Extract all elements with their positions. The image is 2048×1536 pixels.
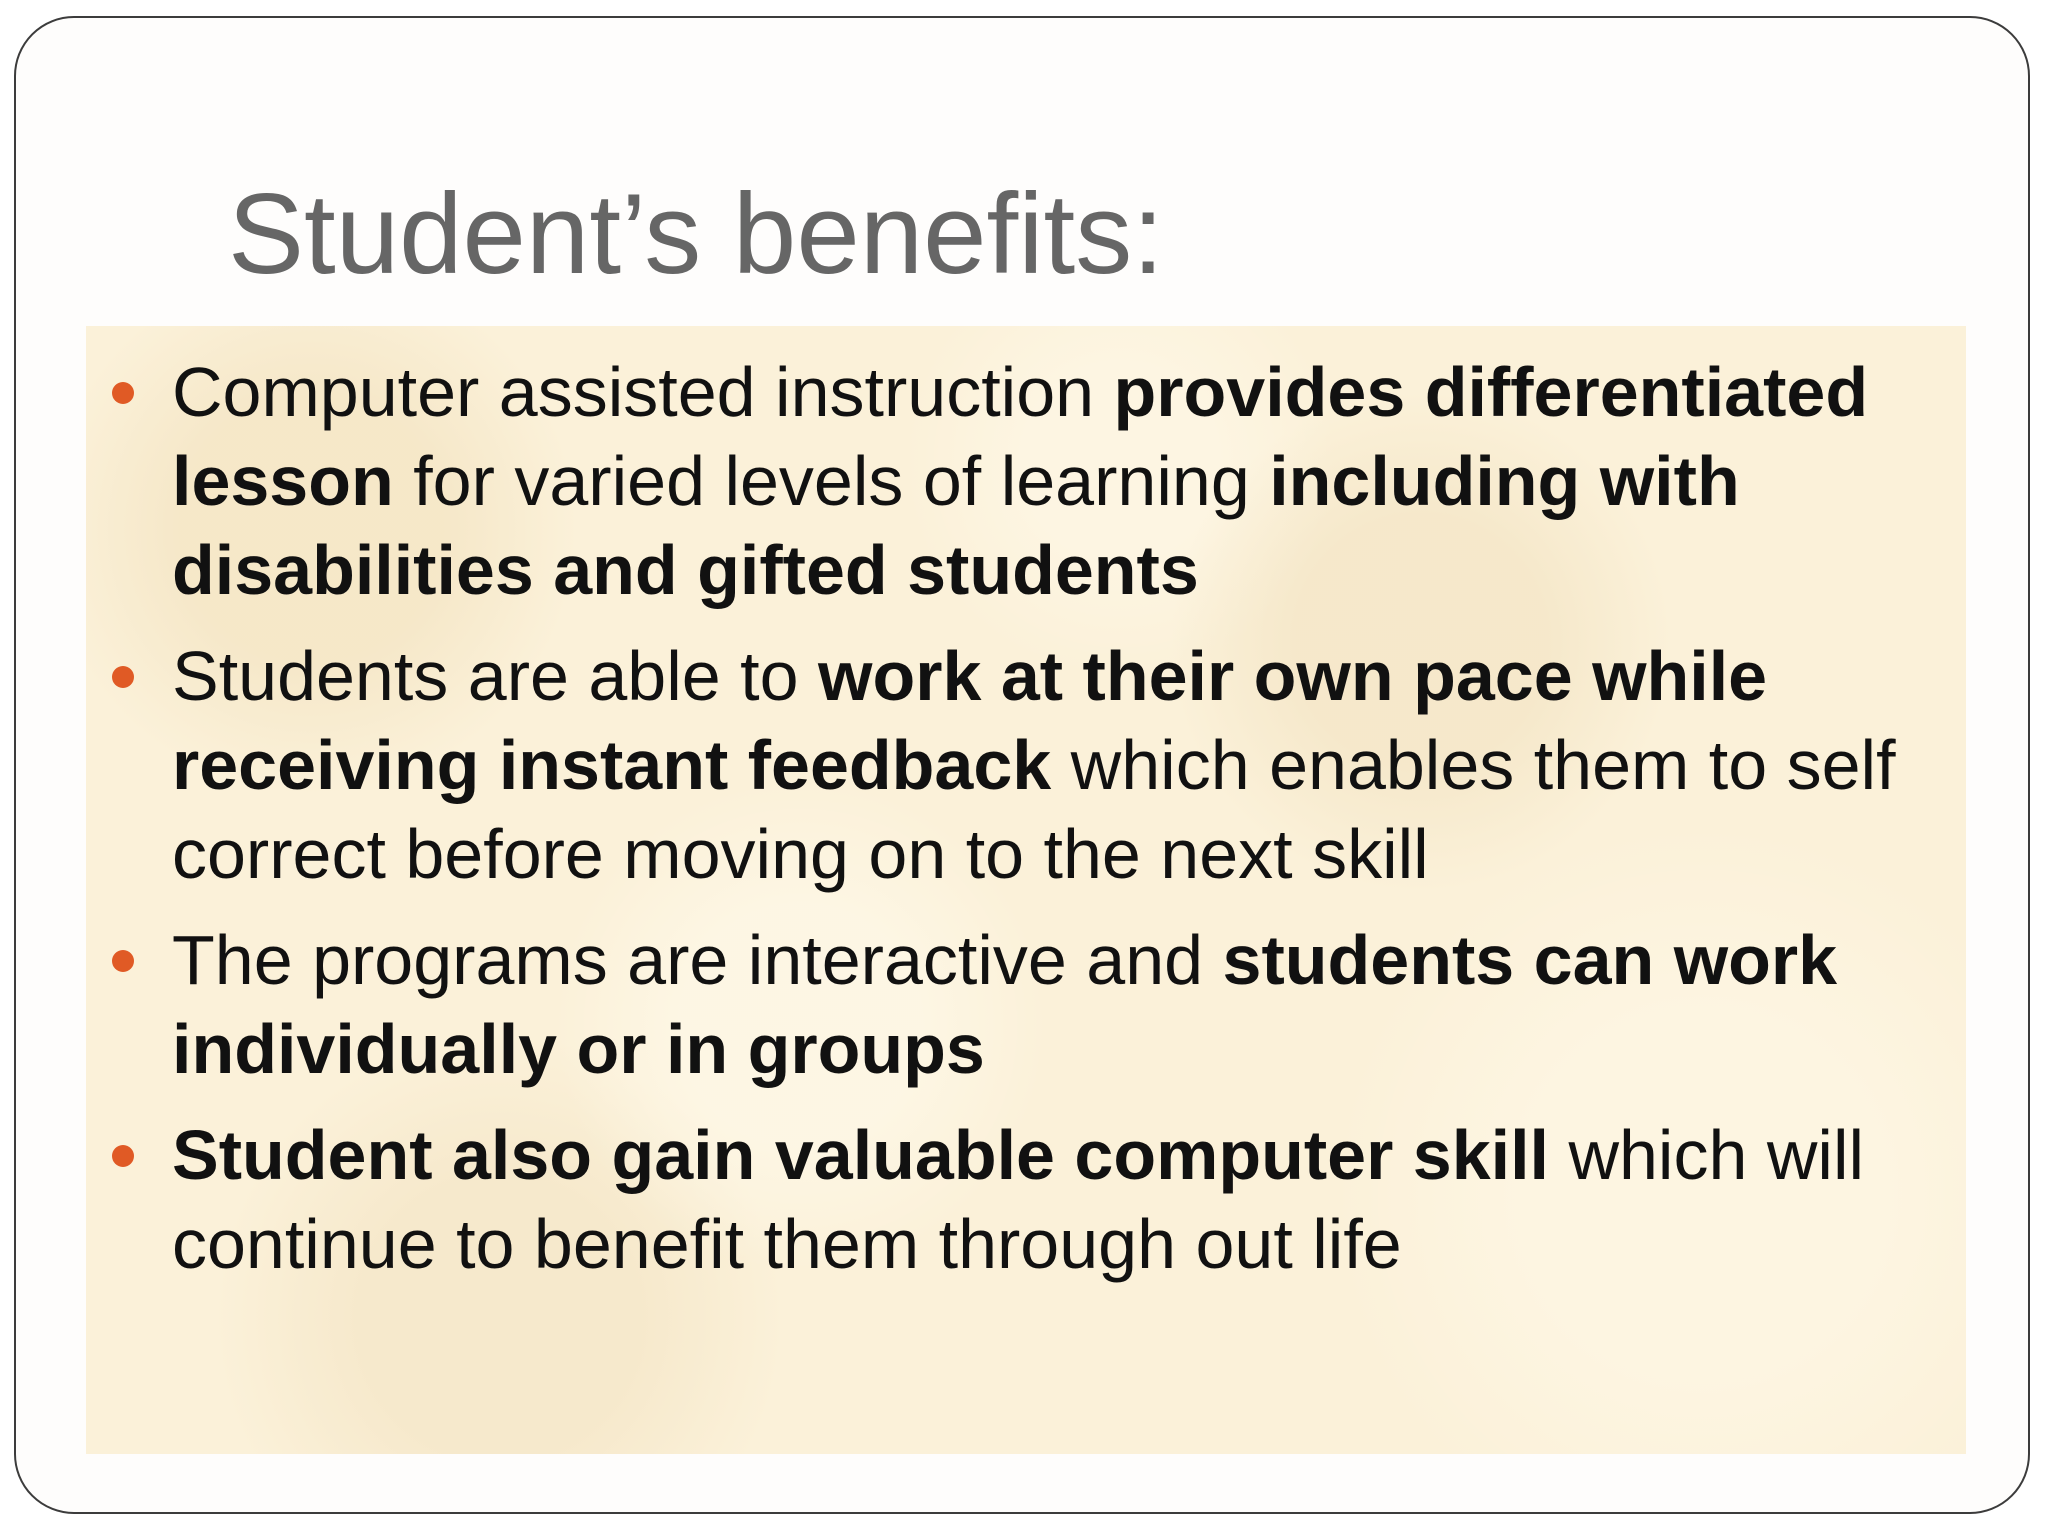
bullet-dot-icon <box>112 950 134 972</box>
bullet-text-segment: Computer assisted instruction <box>172 353 1114 431</box>
bullet-item <box>86 916 1966 1094</box>
slide-title: Student’s benefits: <box>228 171 1164 298</box>
bullet-dot-icon <box>112 1145 134 1167</box>
bullet-item <box>86 348 1966 615</box>
bullet-bold-segment: students can work individually or in groups <box>172 921 1838 1088</box>
bullet-dot-icon <box>112 666 134 688</box>
content-box <box>86 326 1966 1454</box>
bullet-bold-segment: work at their own pace while receiving instant feedback <box>172 637 1768 804</box>
bullet-text-segment: which enables them to self correct before moving on to the next skill <box>172 726 1896 893</box>
bullet-list <box>86 348 1966 1306</box>
bullet-item <box>86 1111 1966 1289</box>
bullet-text-segment: which will continue to benefit them through out life <box>172 1116 1865 1283</box>
bullet-text-segment: for varied levels of learning <box>393 442 1270 520</box>
bullet-text-segment: Students are able to <box>172 637 818 715</box>
bullet-bold-segment: including with disabilities and gifted students <box>172 442 1740 609</box>
bullet-text-segment: The programs are interactive and <box>172 921 1223 999</box>
bullet-bold-segment: Student also gain valuable computer skill <box>172 1116 1549 1194</box>
bullet-bold-segment: provides differentiated lesson <box>172 353 1869 520</box>
bullet-dot-icon <box>112 382 134 404</box>
bullet-item <box>86 632 1966 899</box>
slide <box>14 16 2030 1514</box>
